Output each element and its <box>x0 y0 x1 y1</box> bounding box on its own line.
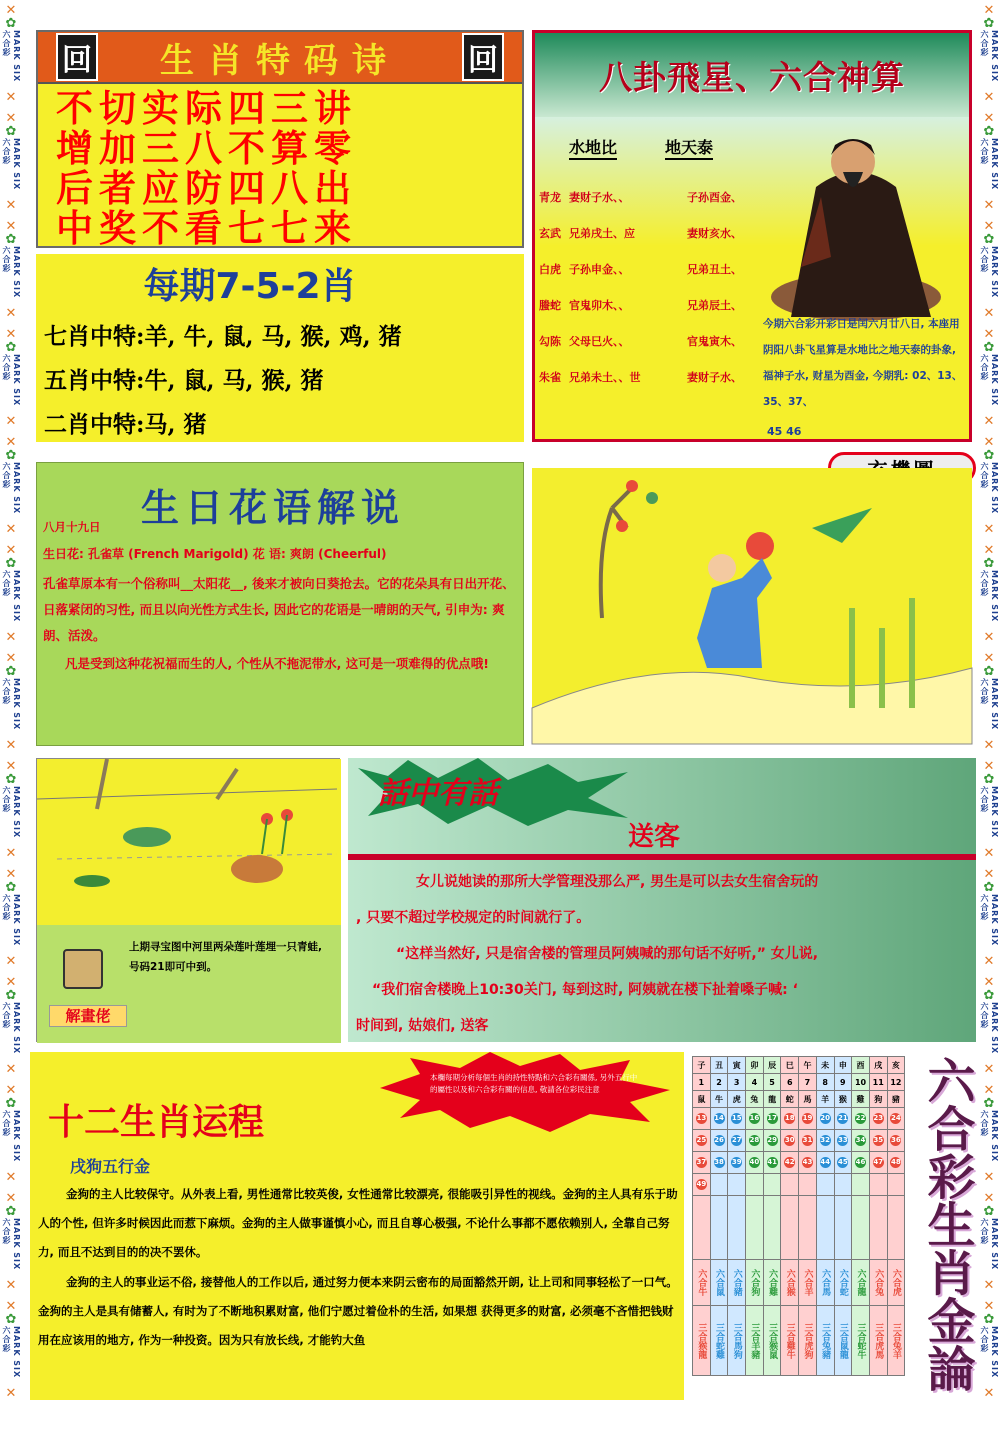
flower-icon: ✿ <box>5 1312 17 1327</box>
animal-cell: 虎 <box>728 1091 746 1108</box>
ball-cell <box>693 1130 711 1152</box>
spacer-cell <box>869 1196 887 1260</box>
liuhe-cell: 六合狗 <box>746 1260 764 1306</box>
number-cell: 3 <box>728 1074 746 1091</box>
sanhe-row <box>693 1306 905 1376</box>
flower-icon: ✿ <box>5 988 17 1003</box>
number-ball: 32 <box>820 1136 831 1144</box>
ball-cell <box>746 1130 764 1152</box>
animal-cell: 兔 <box>746 1091 764 1108</box>
hex-row: 白虎 子孙申金、、 兄弟丑土、 <box>539 263 742 276</box>
number-ball: 16 <box>749 1114 760 1122</box>
flower-icon: ✿ <box>983 880 995 895</box>
sanhe-cell: 三合羊豬 <box>746 1306 764 1376</box>
number-cell: 1 <box>693 1074 711 1091</box>
sanhe-cell: 三合虎狗 <box>799 1306 817 1376</box>
poem-title-left: 回 <box>56 33 98 81</box>
flower-date: 八月十九日 <box>43 520 101 534</box>
number-ball: 41 <box>767 1158 777 1166</box>
ball-cell <box>728 1108 746 1130</box>
story-paragraph: , 只要不超过学校规定的时间就行了。 <box>356 910 591 926</box>
ball-row <box>693 1174 905 1196</box>
ball-cell <box>799 1130 817 1152</box>
flower-icon: ✿ <box>5 1096 17 1111</box>
flower-icon: ✿ <box>983 1096 995 1111</box>
ball-row <box>693 1152 905 1174</box>
hex-row: 螣蛇 官鬼卯木、、 兄弟辰土、 <box>539 299 742 312</box>
number-ball: 13 <box>696 1114 707 1122</box>
number-ball: 37 <box>696 1158 707 1166</box>
bagua-title-bar <box>535 33 969 117</box>
liuhe-cell: 六合龍 <box>852 1260 870 1306</box>
liuhe-cell: 六合雞 <box>763 1260 781 1306</box>
sanhe-cell: 三合兔豬 <box>816 1306 834 1376</box>
number-cell: 9 <box>834 1074 852 1091</box>
left-side-strip: ✕ ✿ MARK SIX 六合彩 ✕ ✕ ✿ MARK SIX 六合彩 ✕ ✕ ✿ MARK SIX 六合彩 ✕ ✕ ✿ MARK SIX 六合彩 ✕ ✕ ✿ MARK SIX 六合彩 ✕ ✕ ✿ MARK SIX 六合彩 ✕ ✕ ✿ MARK SIX 六合彩 ✕ ✕ ✿ MARK SIX 六合彩 ✕ ✕ ✿ MARK SIX 六合彩 ✕ ✕ ✿ MARK SIX 六合彩 ✕ ✕ ✿ MARK SIX 六合彩 ✕ ✕ ✿ MARK SIX 六合彩 ✕ ✕ ✿ MARK SIX 六合彩 ✕ <box>2 3 21 1401</box>
number-cell: 7 <box>799 1074 817 1091</box>
poem-title-bar <box>38 32 522 84</box>
ball-cell <box>746 1108 764 1130</box>
fortune-panel <box>30 1052 684 1400</box>
ball-cell <box>887 1108 905 1130</box>
number-ball: 21 <box>837 1114 848 1122</box>
flower-icon: ✿ <box>5 1204 17 1219</box>
flower-icon: ✿ <box>983 124 995 139</box>
story-title: 送客 <box>628 822 681 852</box>
branch-cell: 子 <box>693 1057 711 1074</box>
animal-cell: 馬 <box>799 1091 817 1108</box>
spacer-row <box>693 1196 905 1260</box>
ball-cell <box>887 1130 905 1152</box>
fortune-burst-text: 本欄每期分析每個生肖的持性特點和六合彩有關係, 另外五行中的屬性以及和六合彩有關的信息, 敬請各位彩民注意 <box>430 1073 638 1094</box>
ball-cell <box>834 1174 852 1196</box>
number-ball: 17 <box>767 1114 777 1122</box>
branch-cell: 未 <box>816 1057 834 1074</box>
spacer-cell <box>816 1196 834 1260</box>
ball-cell <box>869 1152 887 1174</box>
ball-cell <box>763 1174 781 1196</box>
number-cell: 5 <box>763 1074 781 1091</box>
spacer-cell <box>693 1196 711 1260</box>
ball-cell <box>763 1152 781 1174</box>
animal-cell: 牛 <box>710 1091 728 1108</box>
number-cell: 12 <box>887 1074 905 1091</box>
number-ball: 28 <box>749 1136 760 1144</box>
flower-icon: ✿ <box>983 988 995 1003</box>
number-ball: 49 <box>696 1180 707 1188</box>
number-ball: 29 <box>767 1136 777 1144</box>
poem-title-right: 回 <box>462 33 504 81</box>
liuhe-cell: 六合兔 <box>869 1260 887 1306</box>
animal-cell: 羊 <box>816 1091 834 1108</box>
ball-cell <box>710 1174 728 1196</box>
bagua-note: 今期六合彩开彩日是闰六月廿八日, 本座用阴阳八卦飞星算是水地比之地天泰的卦象, 福神子水, 财星为酉金, 今期乳: 02、13、35、37、 <box>763 318 963 408</box>
number-ball: 25 <box>696 1136 707 1144</box>
ball-cell <box>728 1174 746 1196</box>
ball-cell <box>693 1152 711 1174</box>
sanhe-cell: 三合鼠龍 <box>834 1306 852 1376</box>
flower-icon: ✿ <box>983 556 995 571</box>
flower-icon: ✿ <box>983 16 995 31</box>
bagua-title: 八卦飛星、六合神算 <box>599 57 905 97</box>
flower-icon: ✿ <box>5 16 17 31</box>
spacer-cell <box>852 1196 870 1260</box>
poem-line: 不切实际四三讲 <box>56 86 357 130</box>
spacer-cell <box>799 1196 817 1260</box>
spacer-cell <box>834 1196 852 1260</box>
number-cell: 11 <box>869 1074 887 1091</box>
branch-cell: 寅 <box>728 1057 746 1074</box>
number-ball: 30 <box>784 1136 795 1144</box>
sanhe-cell: 三合馬狗 <box>728 1306 746 1376</box>
number-ball: 46 <box>855 1158 866 1166</box>
frog-pond-illustration <box>37 759 341 925</box>
branch-cell: 辰 <box>763 1057 781 1074</box>
sanhe-cell: 三合虎馬 <box>869 1306 887 1376</box>
flower-icon: ✿ <box>983 232 995 247</box>
ball-cell <box>834 1152 852 1174</box>
ball-cell <box>887 1174 905 1196</box>
flower-icon: ✿ <box>5 556 17 571</box>
number-ball: 26 <box>714 1136 724 1144</box>
branch-cell: 丑 <box>710 1057 728 1074</box>
liuhe-cell: 六合馬 <box>816 1260 834 1306</box>
number-ball: 35 <box>873 1136 884 1144</box>
period-panel <box>36 254 524 442</box>
ball-cell <box>746 1152 764 1174</box>
spacer-cell <box>763 1196 781 1260</box>
ball-cell <box>728 1130 746 1152</box>
ball-cell <box>710 1130 728 1152</box>
ball-row <box>693 1108 905 1130</box>
number-ball: 42 <box>784 1158 795 1166</box>
number-ball: 31 <box>802 1136 813 1144</box>
liuhe-row <box>693 1260 905 1306</box>
sanhe-cell: 三合猴鼠 <box>763 1306 781 1376</box>
ball-cell <box>816 1108 834 1130</box>
number-ball: 20 <box>820 1114 831 1122</box>
story-banner: 話中有話 <box>378 776 498 811</box>
number-ball: 34 <box>855 1136 866 1144</box>
number-cell: 10 <box>852 1074 870 1091</box>
sanhe-cell: 三合兔羊 <box>887 1306 905 1376</box>
number-ball: 23 <box>873 1114 884 1122</box>
animal-cell: 雞 <box>852 1091 870 1108</box>
ball-cell <box>693 1174 711 1196</box>
animal-cell: 鼠 <box>693 1091 711 1108</box>
puzzle-icon <box>63 949 103 989</box>
poem-panel <box>36 30 524 248</box>
flower-icon: ✿ <box>983 340 995 355</box>
zodiac-table-title: 六合彩生肖金論 <box>919 1056 975 1392</box>
flower-title: 生日花语解说 <box>141 485 406 530</box>
zodiac-table <box>692 1056 905 1376</box>
liuhe-cell: 六合猴 <box>781 1260 799 1306</box>
number-ball: 22 <box>855 1114 866 1122</box>
ball-cell <box>816 1174 834 1196</box>
story-paragraph: “我们宿舍楼晚上10:30关门, 每到这时, 阿姨就在楼下扯着嗓子喊: ‘ <box>372 982 798 998</box>
branch-cell: 巳 <box>781 1057 799 1074</box>
animal-cell: 猴 <box>834 1091 852 1108</box>
ball-cell <box>728 1152 746 1174</box>
ball-cell <box>852 1108 870 1130</box>
number-cell: 4 <box>746 1074 764 1091</box>
animal-row <box>693 1091 905 1108</box>
hex-row: 勾陈 父母巳火、、 官鬼寅木、 <box>539 335 742 348</box>
flower-icon: ✿ <box>983 772 995 787</box>
fortune-paragraph: 金狗的主人的事业运不俗, 接替他人的工作以后, 通过努力便本来阴云密布的局面豁然开朗, 让上司和同事轻松了一口气。金狗的主人是具有储蓄人, 有时为了不断地积累财富, 他们宁愿过着俭朴的生活, 如果想 获得更多的财富, 必须毫不吝惜把钱财用在应该用的地方, 作为一种投资。因为只有放长线, 才能钓大鱼 <box>38 1275 678 1347</box>
ball-cell <box>693 1108 711 1130</box>
number-ball: 27 <box>731 1136 742 1144</box>
number-ball: 38 <box>714 1158 724 1166</box>
bagua-col1-head: 水地比 <box>569 135 617 160</box>
branch-cell: 午 <box>799 1057 817 1074</box>
ball-cell <box>834 1108 852 1130</box>
flower-icon: ✿ <box>983 664 995 679</box>
ball-cell <box>799 1152 817 1174</box>
branch-cell: 申 <box>834 1057 852 1074</box>
ball-cell <box>781 1152 799 1174</box>
number-cell: 2 <box>710 1074 728 1091</box>
story-panel <box>348 758 976 1042</box>
number-ball: 40 <box>749 1158 760 1166</box>
sanhe-cell: 三合雞牛 <box>781 1306 799 1376</box>
sanhe-cell: 三合蛇牛 <box>852 1306 870 1376</box>
fortune-paragraph: 金狗的主人比较保守。从外表上看, 男性通常比较英俊, 女性通常比较漂亮, 很能吸引异性的视线。金狗的主人具有乐于助人的个性, 但许多时候因此而惹下麻烦。金狗的主人做事谨慎小心, 而且自尊心极强, 不论什么事都不愿依赖别人, 全靠自己努力, 而且不达到目的的决不罢休。 <box>38 1187 678 1259</box>
flower-icon: ✿ <box>5 340 17 355</box>
hex-row: 青龙 妻财子水、、 子孙酉金、 <box>539 191 742 204</box>
ball-cell <box>816 1152 834 1174</box>
ball-cell <box>781 1108 799 1130</box>
flower-icon: ✿ <box>5 880 17 895</box>
flower-icon: ✿ <box>5 448 17 463</box>
flower-para2: 凡是受到这种花祝福而生的人, 个性从不拖泥带水, 这可是一项难得的优点哦! <box>65 656 489 671</box>
ball-cell <box>763 1130 781 1152</box>
story-paragraph: 女儿说她读的那所大学管理没那么严, 男生是可以去女生宿舍玩的 <box>416 874 819 890</box>
bagua-col2-head: 地天泰 <box>665 135 713 160</box>
bagua-note-tail: 45 46 <box>767 425 802 438</box>
number-ball: 24 <box>891 1114 901 1122</box>
poem-line: 后者应防四八出 <box>56 166 357 210</box>
sage-figure-illustration <box>761 117 941 317</box>
bagua-panel <box>532 30 972 442</box>
boy-kite-illustration <box>532 468 972 744</box>
story-paragraph: “这样当然好, 只是宿舍楼的管理员阿姨喊的那句话不好听,” 女儿说, <box>396 946 819 962</box>
spacer-cell <box>887 1196 905 1260</box>
fortune-title: 十二生肖运程 <box>48 1102 265 1143</box>
liuhe-cell: 六合虎 <box>887 1260 905 1306</box>
number-ball: 45 <box>837 1158 848 1166</box>
ball-cell <box>852 1152 870 1174</box>
fortune-subtitle: 戌狗五行金 <box>70 1157 151 1176</box>
number-ball: 47 <box>873 1158 884 1166</box>
puzzle-label: 解畫佬 <box>49 1005 127 1027</box>
ball-cell <box>852 1130 870 1152</box>
hex-row: 玄武 兄弟戌土、应 妻财亥水、 <box>539 227 742 240</box>
ball-cell <box>746 1174 764 1196</box>
puzzle-caption: 上期寻宝图中河里两朵莲叶莲埋一只青蛙, 号码21即可中到。 <box>129 941 322 973</box>
ball-cell <box>887 1152 905 1174</box>
ball-cell <box>799 1174 817 1196</box>
branch-cell: 酉 <box>852 1057 870 1074</box>
number-ball: 19 <box>802 1114 813 1122</box>
ball-cell <box>816 1130 834 1152</box>
number-ball: 43 <box>802 1158 813 1166</box>
animal-cell: 蛇 <box>781 1091 799 1108</box>
animal-cell: 狗 <box>869 1091 887 1108</box>
number-cell: 8 <box>816 1074 834 1091</box>
ball-cell <box>799 1108 817 1130</box>
number-ball: 33 <box>837 1136 848 1144</box>
boy-illustration-panel <box>532 468 972 744</box>
ball-cell <box>852 1174 870 1196</box>
flower-icon: ✿ <box>983 1312 995 1327</box>
period-heading: 每期7-5-2肖 <box>143 266 357 307</box>
number-ball: 36 <box>891 1136 901 1144</box>
liuhe-cell: 六合牛 <box>693 1260 711 1306</box>
branch-cell: 亥 <box>887 1057 905 1074</box>
branch-cell: 戌 <box>869 1057 887 1074</box>
ball-row <box>693 1130 905 1152</box>
spacer-cell <box>710 1196 728 1260</box>
animal-cell: 豬 <box>887 1091 905 1108</box>
number-cell: 6 <box>781 1074 799 1091</box>
number-ball: 15 <box>731 1114 742 1122</box>
sanhe-cell: 三合蛇雞 <box>710 1306 728 1376</box>
poem-line: 中奖不看七七来 <box>56 206 357 250</box>
flower-icon: ✿ <box>5 124 17 139</box>
ball-cell <box>781 1174 799 1196</box>
ball-cell <box>710 1108 728 1130</box>
ball-cell <box>781 1130 799 1152</box>
liuhe-cell: 六合鼠 <box>710 1260 728 1306</box>
flower-icon: ✿ <box>983 448 995 463</box>
branch-row <box>693 1057 905 1074</box>
spacer-cell <box>781 1196 799 1260</box>
flower-icon: ✿ <box>983 1204 995 1219</box>
ball-cell <box>710 1152 728 1174</box>
poem-line: 增加三八不算零 <box>56 126 357 170</box>
flower-icon: ✿ <box>5 772 17 787</box>
number-ball: 44 <box>820 1158 831 1166</box>
flower-panel <box>36 462 524 746</box>
five-zodiac-row: 五肖中特:牛, 鼠, 马, 猴, 猪 <box>44 367 324 394</box>
seven-zodiac-row: 七肖中特:羊, 牛, 鼠, 马, 猴, 鸡, 猪 <box>44 323 402 350</box>
story-paragraph: 时间到, 姑娘们, 送客 <box>356 1018 489 1034</box>
puzzle-panel <box>36 758 340 1042</box>
ball-cell <box>869 1108 887 1130</box>
two-zodiac-row: 二肖中特:马, 猪 <box>44 411 207 438</box>
hex-row: 朱雀 兄弟未土、、世 妻财子水、 <box>539 371 742 384</box>
flower-line1: 生日花: 孔雀草 (French Marigold) 花 语: 爽朗 (Cheerful) <box>43 547 387 561</box>
number-ball: 14 <box>714 1114 724 1122</box>
flower-icon: ✿ <box>5 232 17 247</box>
number-ball: 18 <box>784 1114 795 1122</box>
sanhe-cell: 三合猴龍 <box>693 1306 711 1376</box>
liuhe-cell: 六合羊 <box>799 1260 817 1306</box>
right-side-strip: ✕ ✿ MARK SIX 六合彩 ✕ ✕ ✿ MARK SIX 六合彩 ✕ ✕ ✿ MARK SIX 六合彩 ✕ ✕ ✿ MARK SIX 六合彩 ✕ ✕ ✿ MARK SIX 六合彩 ✕ ✕ ✿ MARK SIX 六合彩 ✕ ✕ ✿ MARK SIX 六合彩 ✕ ✕ ✿ MARK SIX 六合彩 ✕ ✕ ✿ MARK SIX 六合彩 ✕ ✕ ✿ MARK SIX 六合彩 ✕ ✕ ✿ MARK SIX 六合彩 ✕ ✕ ✿ MARK SIX 六合彩 ✕ ✕ ✿ MARK SIX 六合彩 ✕ <box>980 3 999 1401</box>
ball-cell <box>869 1174 887 1196</box>
poem-title: 生肖特码诗 <box>160 40 400 81</box>
spacer-cell <box>746 1196 764 1260</box>
zodiac-table-panel <box>688 1052 978 1422</box>
number-ball: 48 <box>891 1158 901 1166</box>
spacer-cell <box>728 1196 746 1260</box>
flower-para1: 孔雀草原本有一个俗称叫__太阳花__, 後来才被向日葵抢去。它的花朵具有日出开花、日落紧闭的习性, 而且以向光性方式生长, 因此它的花语是一晴朗的天气, 引申为: 爽朗、活泼。 <box>43 576 515 643</box>
liuhe-cell: 六合豬 <box>728 1260 746 1306</box>
number-ball: 39 <box>731 1158 742 1166</box>
liuhe-cell: 六合蛇 <box>834 1260 852 1306</box>
branch-cell: 卯 <box>746 1057 764 1074</box>
number-row <box>693 1074 905 1091</box>
ball-cell <box>834 1130 852 1152</box>
ball-cell <box>763 1108 781 1130</box>
ball-cell <box>869 1130 887 1152</box>
flower-icon: ✿ <box>5 664 17 679</box>
animal-cell: 龍 <box>763 1091 781 1108</box>
